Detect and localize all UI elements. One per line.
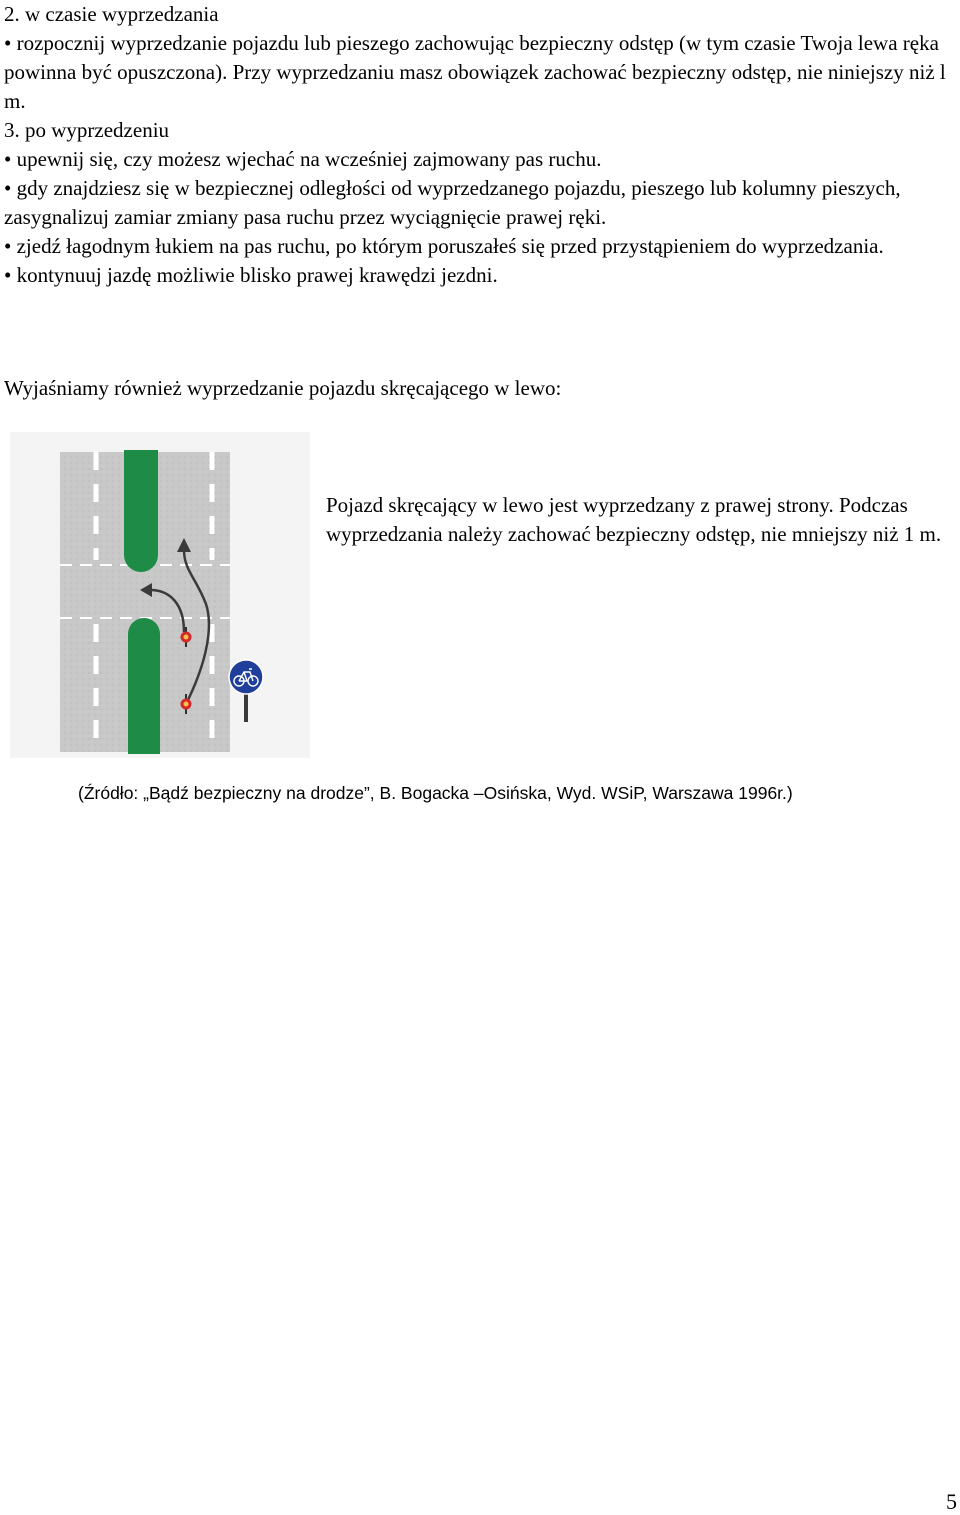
paragraph-start-overtaking: • rozpocznij wyprzedzanie pojazdu lub pieszego zachowując bezpieczny odstęp (w tym czasie Twoja lewa ręka powinna być opuszczona). Przy wyprzedzaniu masz obowiązek zachować bezpieczny odstęp, nie niniejszy niż l m. bbox=[4, 31, 946, 113]
median-bottom-bottom-edge bbox=[128, 732, 160, 754]
overtaking-diagram bbox=[10, 432, 310, 758]
paragraph-check-lane: • upewnij się, czy możesz wjechać na wcześniej zajmowany pas ruchu. bbox=[4, 147, 602, 171]
page-number: 5 bbox=[946, 1489, 957, 1514]
paragraph-keep-right: • kontynuuj jazdę możliwie blisko prawej krawędzi jezdni. bbox=[4, 263, 498, 287]
median-top-bottom-edge bbox=[124, 450, 158, 470]
instructions-text bbox=[4, 0, 956, 290]
intro-text: Wyjaśniamy również wyprzedzanie pojazdu skręcającego w lewo: bbox=[4, 376, 562, 400]
source-citation: (Źródło: „Bądź bezpieczny na drodze”, B. Bogacka –Osińska, Wyd. WSiP, Warszawa 1996r.) bbox=[78, 783, 793, 803]
figure-caption: Pojazd skręcający w lewo jest wyprzedzany z prawej strony. Podczas wyprzedzania należy zachować bezpieczny odstęp, nie mniejszy niż 1 m. bbox=[326, 493, 942, 546]
heading-during-overtaking: 2. w czasie wyprzedzania bbox=[4, 2, 219, 26]
overtaking-diagram-svg bbox=[10, 432, 310, 758]
paragraph-signal-lane-change: • gdy znajdziesz się w bezpiecznej odległości od wyprzedzanego pojazdu, pieszego lub kolumny pieszych, zasygnalizuj zamiar zmiany pasa ruchu przez wyciągnięcie prawej ręki. bbox=[4, 176, 901, 229]
heading-after-overtaking: 3. po wyprzedzeniu bbox=[4, 118, 170, 142]
bicycle-sign-icon bbox=[229, 660, 263, 694]
paragraph-return-to-lane: • zjedź łagodnym łukiem na pas ruchu, po którym poruszałeś się przed przystąpieniem do wyprzedzania. bbox=[4, 234, 884, 258]
